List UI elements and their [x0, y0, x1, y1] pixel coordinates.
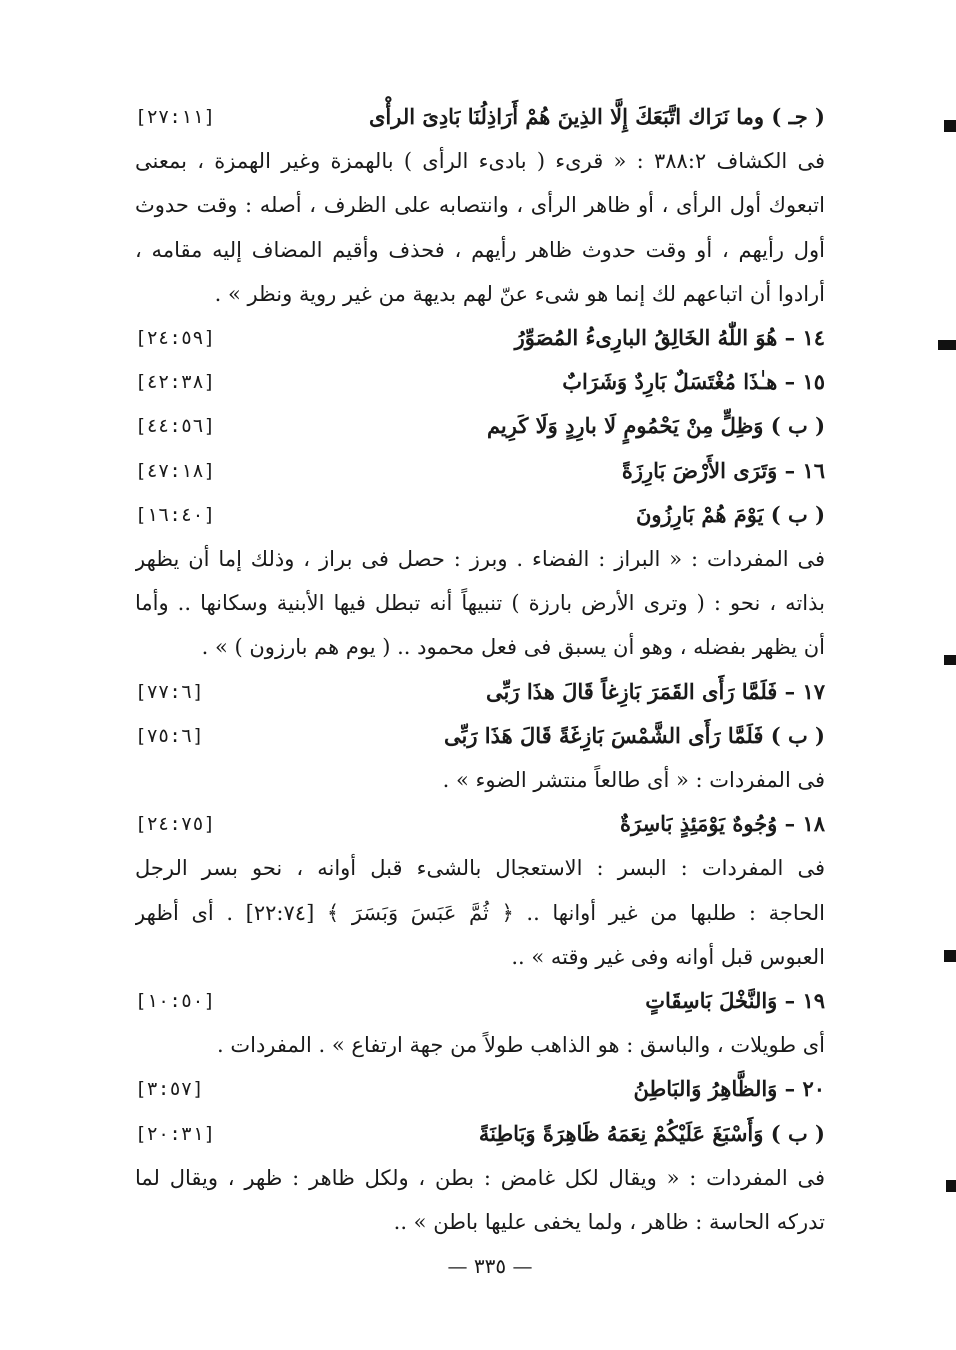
verse-text: ١٥ – هـٰذَا مُغْتَسَلٌ بَارِدٌ وَشَرَابٌ — [562, 369, 825, 394]
verse-text: ( ب ) فَلَمَّا رَأَى الشَّمْسَ بَازِغَةً قَالَ هَذَا رَبِّى — [443, 723, 825, 748]
page-number: — ٣٣٥ — — [447, 1254, 533, 1278]
text-line: بذاته ، نحو : ( وترى الأرض بارزة ) تنبيهاً أنه تبطل فيها الأبنية وسكانها .. وأما — [135, 591, 825, 615]
verse-reference: [٢٧:١١] — [135, 106, 216, 128]
text-line: العبوس قبل أوانه وفى غير وقته » .. — [511, 945, 825, 969]
text-line: أول رأيهم ، أو وقت حدوث ظاهر رأيهم ، فحذف وأقيم المضاف إليه مقامه ، — [135, 238, 825, 262]
verse-line — [135, 670, 825, 714]
scan-mark — [944, 950, 956, 962]
verse-line — [135, 493, 825, 537]
verse-line — [135, 95, 825, 139]
verse-text: ١٦ – وَتَرَى الأَرْضَ بَارِزَةً — [621, 458, 825, 483]
verse-line — [135, 714, 825, 758]
verse-reference: [٢٤:٧٥] — [135, 813, 216, 835]
verse-line — [135, 1067, 825, 1111]
verse-text: ( جـ ) وما نَرَاك اتَّبَعَكَ إِلَّا الذِينَ هُمْ أَرَاذِلُنَا بَادِىَ الرأْى — [368, 104, 825, 129]
verse-line — [135, 449, 825, 493]
text-line: أى طويلات ، والباسق : هو الذاهب طولاً من جهة ارتفاع » . المفردات . — [216, 1033, 825, 1057]
verse-reference: [١٠:٥٠] — [135, 990, 216, 1012]
text-line: تدركه الحاسة : ظاهر ، ولما يخفى عليها باطن » .. — [393, 1210, 825, 1234]
verse-line — [135, 360, 825, 404]
text-line: فى المفردات : « ويقال لكل غامض : بطن ، ولكل ظاهر : ظهر ، ويقال لما — [135, 1166, 825, 1190]
scan-mark — [946, 1180, 956, 1192]
verse-reference: [٢٠:٣١] — [135, 1123, 216, 1145]
verse-text: ( ب ) يَوْمَ هُمْ بَارِزُونَ — [635, 502, 825, 527]
verse-line — [135, 316, 825, 360]
scan-mark — [944, 655, 956, 665]
scan-mark — [944, 120, 956, 132]
verse-reference: [٤٢:٣٨] — [135, 371, 216, 393]
verse-line — [135, 404, 825, 448]
text-line: فى المفردات : البسر : الاستعجال بالشىء قبل أوانه ، نحو بسر الرجل — [135, 856, 825, 880]
text-line: اتبعوك أول الرأى ، أو ظاهر الرأى ، وانتصابه على الظرف ، أصله : وقت حدوث — [135, 193, 825, 217]
verse-text: ( ب ) وَظِلٍّ مِنْ يَحْمُومٍ لَا بارِدٍ وَلَا كَرِيم — [486, 413, 825, 438]
text-line: فى الكشاف ٣٨٨:٢ : « قرىء ( بادىء الرأى ) بالهمزة وغير الهمزة ، بمعنى — [135, 149, 825, 173]
text-line: فى المفردات : « أى طالعاً منتشر الضوء » . — [442, 768, 825, 792]
verse-reference: [٤٤:٥٦] — [135, 415, 216, 437]
verse-reference: [٧٧:٦] — [135, 681, 204, 703]
text-line: الحاجة : طلبها من غير أوانها .. ﴿ ثُمَّ عَبَسَ وَبَسَرَ ﴾ [٢٢:٧٤] . أى أظهر — [135, 901, 825, 925]
verse-reference: [٧٥:٦] — [135, 725, 204, 747]
verse-line — [135, 802, 825, 846]
verse-line — [135, 1112, 825, 1156]
verse-reference: [٢٤:٥٩] — [135, 327, 216, 349]
verse-text: ( ب ) وَأَسْبَغَ عَلَيْكُمْ نِعَمَهُ ظَاهِرَةً وَبَاطِنَةً — [478, 1121, 825, 1146]
text-line: أرادوا أن اتباعهم لك إنما هو شىء عنّ لهم بديهة من غير روية ونظر » . — [214, 282, 825, 306]
verse-text: ٢٠ – وَالظَّاهِرُ وَالبَاطِنُ — [633, 1076, 825, 1101]
verse-text: ١٧ – فَلَمَّا رَأَى القَمَرَ بَازِغاً قَالَ هذَا رَبِّى — [486, 679, 825, 704]
verse-text: ١٤ – هُوَ اللّٰهُ الخَالِقُ البارِىءُ المُصَوِّرُ — [514, 325, 825, 350]
verse-text: ١٩ – وَالنَّخْلَ بَاسِقَاتٍ — [645, 988, 825, 1013]
text-line: فى المفردات : « البراز : الفضاء . وبرز : حصل فى براز ، وذلك إما أن يظهر — [135, 547, 825, 571]
verse-line — [135, 979, 825, 1023]
verse-reference: [٤٧:١٨] — [135, 460, 216, 482]
scan-mark — [938, 340, 956, 350]
verse-text: ١٨ – وُجُوهٌ يَوْمَئِذٍ بَاسِرَةٌ — [619, 811, 825, 836]
verse-reference: [١٦:٤٠] — [135, 504, 216, 526]
verse-reference: [٣:٥٧] — [135, 1078, 204, 1100]
text-line: أن يظهر بفضله ، وهو أن يسبق فى فعل محمود .. ( يوم هم بارزون ) » . — [201, 635, 825, 659]
